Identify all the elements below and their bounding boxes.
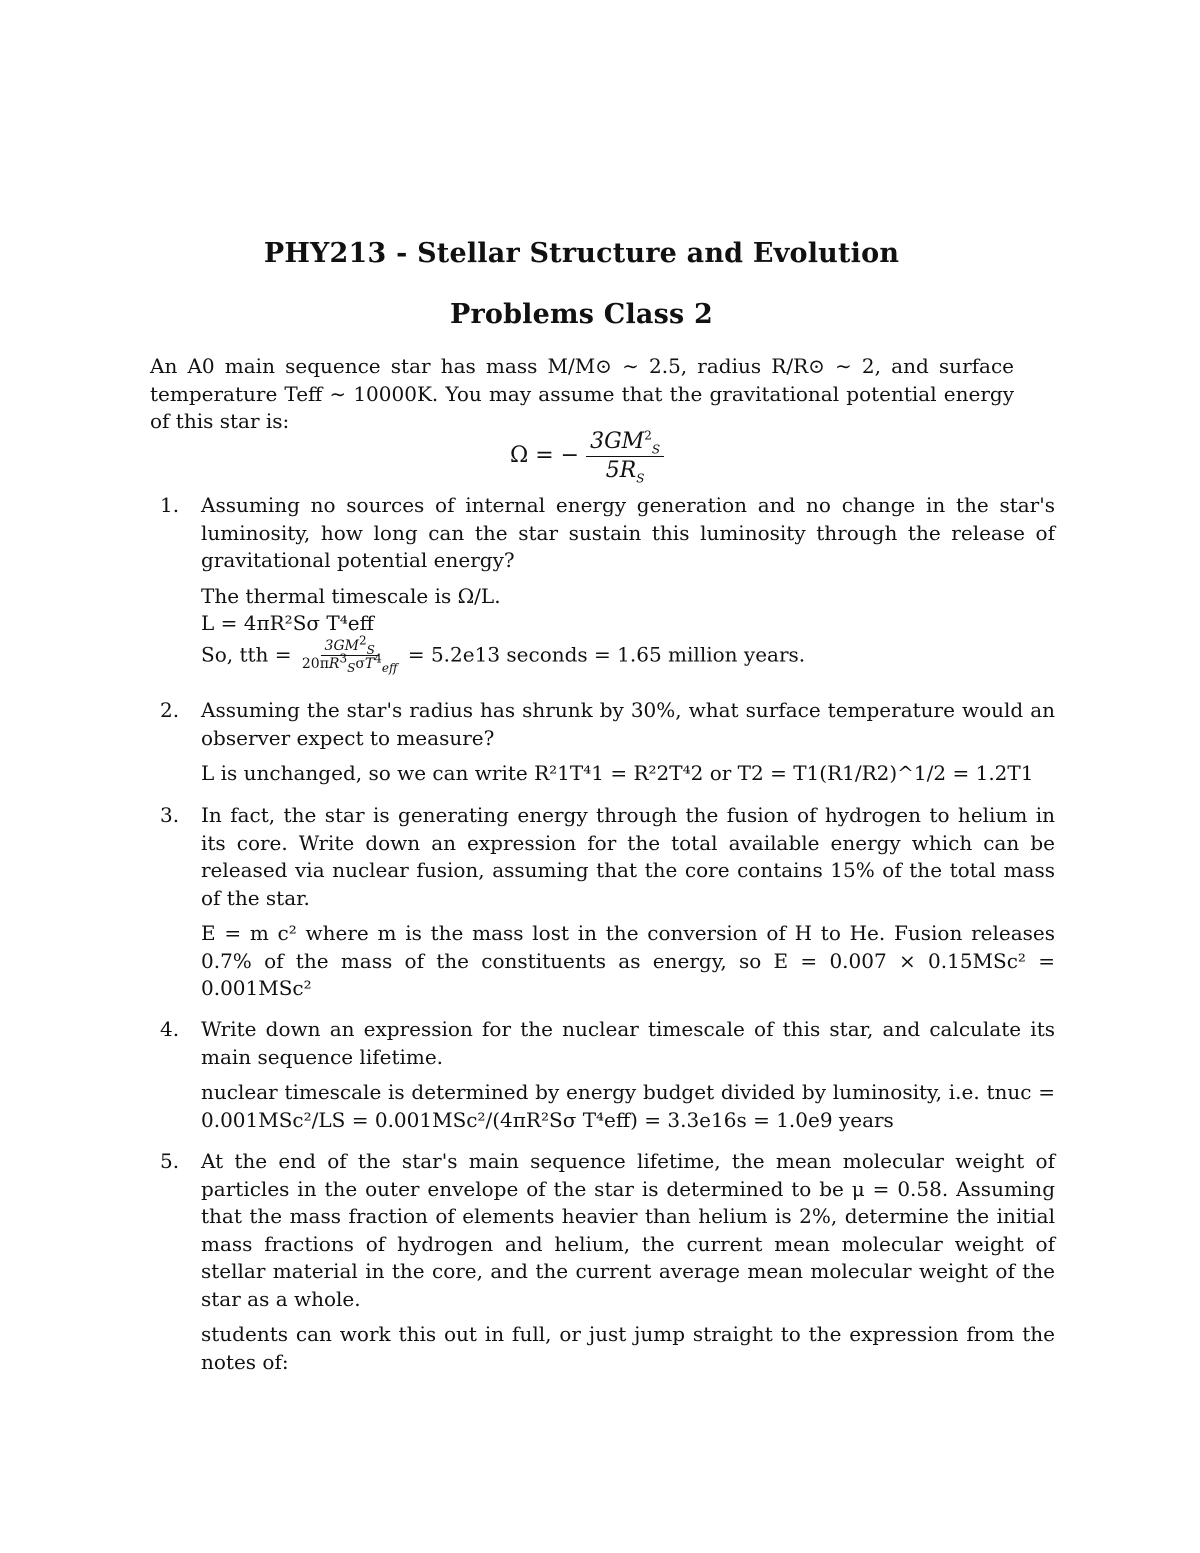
- item-question: Write down an expression for the nuclear timescale of this star, and calculate its main sequence lifetime.: [201, 1017, 1055, 1069]
- item-answer-line-2: L = 4πR²Sσ T⁴eff: [201, 611, 374, 635]
- equation-denominator: $5R_S$: [605, 457, 645, 485]
- equation-numerator: $3GM^2_S$: [586, 428, 664, 457]
- item-number: 4.: [160, 1017, 180, 1041]
- equation-lhs: Ω = −: [510, 443, 580, 468]
- problem-item-1: [160, 492, 1055, 674]
- item-question: At the end of the star's main sequence lifetime, the mean molecular weight of particles in the outer envelope of the star is determined to be μ = 0.58. Assuming that the mass fraction of elements heavier than helium is 2%, determine the initial mass fractions of hydrogen and helium, the current mean molecular weight of stellar material in the core, and the current average mean molecular weight of the star as a whole.: [201, 1149, 1055, 1311]
- document-title: PHY213 - Stellar Structure and Evolution: [263, 238, 900, 269]
- item-answer: nuclear timescale is determined by energy budget divided by luminosity, i.e. tnuc = 0.001MSc²/LS = 0.001MSc²/(4πR²Sσ T⁴eff) = 3.3e16s = 1.0e9 years: [201, 1080, 1055, 1132]
- item-answer-line-1: The thermal timescale is Ω/L.: [201, 583, 501, 608]
- problem-item-4: [160, 1016, 1055, 1134]
- timescale-fraction: $\frac{3GM^2_S}{20\pi R^3_S\sigma T^4_{eff}}$: [301, 632, 398, 675]
- document-subtitle: Problems Class 2: [449, 299, 714, 330]
- item-answer: L is unchanged, so we can write R²1T⁴1 = R²2T⁴2 or T2 = T1(R1/R2)^1/2 = 1.2T1: [201, 761, 1034, 785]
- problem-item-2: [160, 697, 1055, 788]
- item-answer: students can work this out in full, or just jump straight to the expression from the notes of:: [201, 1322, 1055, 1374]
- potential-energy-equation: [510, 428, 664, 488]
- item-question: Assuming no sources of internal energy generation and no change in the star's luminosity, how long can the star sustain this luminosity through the release of gravitational potential energy?: [201, 493, 1055, 572]
- item-question: Assuming the star's radius has shrunk by 30%, what surface temperature would an observer expect to measure?: [201, 698, 1055, 750]
- equation-fraction: [586, 428, 664, 484]
- item-answer-line-3: So, tth = $\frac{3GM^2_S}{20\pi R^3_S\sigma T^4_{eff}}$ = 5.2e13 seconds = 1.65 million years.: [201, 632, 806, 675]
- item-number: 3.: [160, 803, 180, 827]
- item-number: 5.: [160, 1149, 180, 1173]
- item-answer: E = m c² where m is the mass lost in the conversion of H to He. Fusion releases 0.7% of the mass of the constituents as energy, so E = 0.007 × 0.15MSc² = 0.001MSc²: [201, 921, 1055, 1000]
- intro-paragraph: An A0 main sequence star has mass M/M⊙ ∼ 2.5, radius R/R⊙ ∼ 2, and surface temperature Teff ∼ 10000K. You may assume that the gravitational potential energy of this star is:: [150, 354, 1014, 433]
- item-number: 1.: [160, 493, 180, 517]
- problem-item-3: [160, 802, 1055, 1003]
- item-number: 2.: [160, 698, 180, 722]
- problem-item-5: [160, 1148, 1055, 1376]
- item-question: In fact, the star is generating energy through the fusion of hydrogen to helium in its core. Write down an expression for the total available energy which can be released via nuclear fusion, assuming that the core contains 15% of the total mass of the star.: [201, 803, 1055, 910]
